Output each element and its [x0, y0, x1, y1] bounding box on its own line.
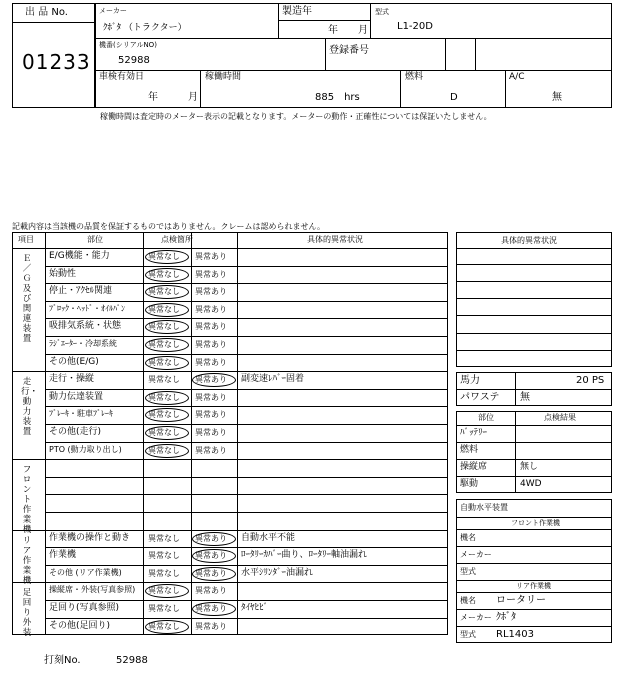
lot-number: 01233 [22, 50, 91, 74]
normal-option: 異常なし [148, 410, 180, 420]
detail-text: 水平ｼﾘﾝﾀﾞｰ油漏れ [241, 567, 314, 578]
fuel-label: 燃料 [405, 72, 424, 82]
maker-value: ｸﾎﾞﾀ （トラクター） [103, 23, 187, 33]
result-item-value: 無し [520, 462, 539, 472]
front-name-label: 機名 [460, 533, 476, 542]
normal-option: 異常なし [148, 304, 180, 314]
result-row-line [456, 476, 612, 477]
powersteering-label: パワステ [460, 392, 500, 403]
detail-row-line [456, 281, 612, 282]
front-maker-label: メーカー [460, 550, 492, 559]
normal-option: 異常なし [148, 621, 180, 631]
result-header: 点検結果 [544, 413, 576, 422]
rear-model-value: RL1403 [496, 629, 534, 640]
inspection-unit: 年 月 [148, 92, 198, 103]
attach-line [456, 609, 612, 610]
result-row-line [456, 442, 612, 443]
part-label: 作業機 [49, 550, 77, 561]
abnormal-option: 異常あり [195, 375, 227, 385]
col-part-header: 部位 [87, 235, 103, 244]
abnormal-option: 異常あり [195, 586, 227, 596]
powersteering-value: 無 [520, 392, 530, 403]
abnormal-option: 異常あり [195, 357, 227, 367]
ac-value: 無 [552, 92, 562, 103]
normal-option: 異常なし [148, 357, 180, 367]
normal-option: 異常なし [148, 322, 180, 332]
normal-option: 異常なし [148, 340, 180, 349]
front-model-label: 型式 [460, 567, 476, 576]
normal-option: 異常なし [148, 445, 180, 455]
serial-value: 52988 [118, 55, 150, 66]
attach-line [456, 517, 612, 518]
result-item-label: 操縦席 [460, 462, 488, 472]
abnormal-option: 異常あり [195, 568, 227, 578]
abnormal-option: 異常あり [195, 269, 227, 279]
maker-label: メーカー [99, 7, 127, 15]
normal-option: 異常なし [148, 428, 180, 437]
attach-line [456, 592, 612, 593]
detail-text: ﾛｰﾀﾘｰｶﾊﾞｰ曲り、ﾛｰﾀﾘｰ軸油漏れ [241, 550, 368, 561]
abnormal-option: 異常あり [195, 445, 227, 455]
fuel-value: D [450, 92, 458, 103]
detail-row-line [456, 315, 612, 316]
normal-option: 異常なし [148, 392, 180, 402]
detail-title: 具体的異常状況 [501, 236, 557, 245]
attach-line [456, 580, 612, 581]
registration-label: 登録番号 [329, 45, 369, 56]
hours-note: 稼働時間は査定時のメーター表示の記載となります。メーターの動作・正確性については保証いたしません。 [100, 112, 492, 121]
rear-maker-value: ｸﾎﾞﾀ [496, 612, 516, 623]
ac-label: A/C [509, 72, 525, 82]
normal-option: 異常なし [148, 287, 180, 297]
spec-row-line [456, 389, 612, 390]
model-value: L1-20D [397, 21, 433, 32]
hours-value: 885 hrs [315, 92, 360, 103]
result-item-value: 4WD [520, 479, 542, 489]
rear-model-label: 型式 [460, 630, 476, 639]
group-label: 走行・動力装置 [21, 377, 39, 438]
stamp-number: 52988 [116, 655, 148, 666]
rear-name-value: ロータリー [496, 595, 546, 606]
rear-attachment-title: リア作業機 [516, 582, 551, 590]
abnormal-option: 異常あり [195, 252, 227, 261]
abnormal-option: 異常あり [195, 287, 227, 297]
part-label: ﾗｼﾞｴｰﾀｰ・冷却系統 [49, 339, 117, 348]
stamp-label: 打刻No. [44, 655, 81, 666]
hours-label: 稼働時間 [205, 72, 242, 82]
detail-box [456, 232, 612, 367]
normal-option: 異常なし [148, 252, 180, 261]
part-label: ﾌﾞﾛｯｸ・ﾍｯﾄﾞ・ｵｲﾙﾊﾟﾝ [49, 303, 125, 313]
part-label: 操縦席・外装(写真参照) [49, 585, 136, 595]
part-label: ﾌﾞﾚｰｷ・駐車ﾌﾞﾚｰｷ [49, 409, 113, 419]
abnormal-option: 異常あり [195, 410, 227, 420]
group-label: フロント作業機 [22, 465, 32, 536]
front-attachment-title: フロント作業機 [511, 519, 560, 527]
rear-maker-label: メーカー [460, 613, 492, 622]
serial-label: 機番(シリアルNO) [99, 41, 157, 49]
part-label: その他(走行) [49, 427, 102, 437]
model-label: 型式 [375, 8, 389, 16]
hp-label: 馬力 [460, 375, 480, 386]
part-label: 足回り(写真参照) [49, 603, 120, 613]
normal-option: 異常なし [148, 586, 180, 596]
part-label: 停止・ｱｸｾﾙ関連 [49, 286, 113, 297]
attach-line [456, 546, 612, 547]
part-label: 始動性 [49, 268, 77, 279]
lot-label: 出 品 No. [25, 7, 68, 18]
result-row-line [456, 425, 612, 426]
abnormal-option: 異常あり [195, 551, 227, 561]
normal-option: 異常なし [148, 375, 180, 385]
abnormal-option: 異常あり [195, 322, 227, 332]
col-detail-header: 具体的異常状況 [307, 235, 363, 244]
normal-option: 異常なし [148, 269, 180, 279]
result-col-line [515, 411, 516, 493]
attach-line [456, 626, 612, 627]
quality-note: 記載内容は当該機の品質を保証するものではありません。クレームは認められません。 [12, 222, 325, 231]
detail-row-line [456, 298, 612, 299]
col-item-header: 項目 [18, 235, 34, 244]
part-label: 走行・操縦 [49, 374, 95, 385]
detail-row-line [456, 333, 612, 334]
result-item-label: 燃料 [460, 445, 479, 455]
part-label: その他 (リア作業機) [49, 567, 122, 577]
part-label: 作業機の操作と動き [49, 532, 131, 543]
detail-row-line [456, 350, 612, 351]
group-label: リア作業機 [22, 535, 32, 586]
group-label: 足回り外装 [22, 588, 32, 639]
part-label: その他(E/G) [49, 356, 99, 367]
attach-line [456, 563, 612, 564]
col-check-header: 点検箇所 [161, 235, 193, 244]
attach-line [456, 529, 612, 530]
inspection-label: 車検有効日 [99, 72, 145, 82]
abnormal-option: 異常あり [195, 533, 227, 543]
result-item-label: 駆動 [460, 479, 479, 489]
detail-row-line [456, 264, 612, 265]
abnormal-option: 異常あり [195, 340, 227, 349]
detail-text: 副変速ﾚﾊﾞｰ固着 [241, 374, 305, 385]
normal-option: 異常なし [148, 533, 180, 543]
detail-text: ﾀｲﾔﾋﾋﾞ [241, 603, 269, 613]
part-label: 動力伝達装置 [49, 391, 104, 402]
part-label: PTO (動力取り出し) [49, 444, 122, 454]
year-label: 製造年 [282, 6, 312, 17]
abnormal-option: 異常あり [195, 392, 227, 402]
part-label: E/G機能・能力 [49, 251, 110, 261]
normal-option: 異常なし [148, 551, 180, 561]
abnormal-option: 異常あり [195, 428, 227, 437]
result-row-line [456, 459, 612, 460]
hp-value: 20 PS [576, 375, 605, 386]
part-header: 部位 [478, 413, 494, 422]
abnormal-option: 異常あり [195, 621, 227, 631]
year-unit: 年 月 [328, 25, 368, 36]
abnormal-option: 異常あり [195, 304, 227, 314]
part-label: 吸排気系統・状態 [49, 321, 122, 332]
normal-option: 異常なし [148, 568, 180, 578]
abnormal-option: 異常あり [195, 604, 227, 613]
detail-text: 自動水平不能 [241, 532, 296, 543]
detail-row-line [456, 248, 612, 249]
rear-name-label: 機名 [460, 596, 476, 605]
spec-col-line [515, 372, 516, 406]
part-label: その他(足回り) [49, 620, 111, 631]
auto-level-label: 自動水平装置 [460, 503, 508, 512]
group-label: Ｅ／Ｇ及び関連装置 [22, 254, 32, 344]
result-item-label: ﾊﾞｯﾃﾘｰ [460, 428, 488, 438]
normal-option: 異常なし [148, 604, 180, 613]
